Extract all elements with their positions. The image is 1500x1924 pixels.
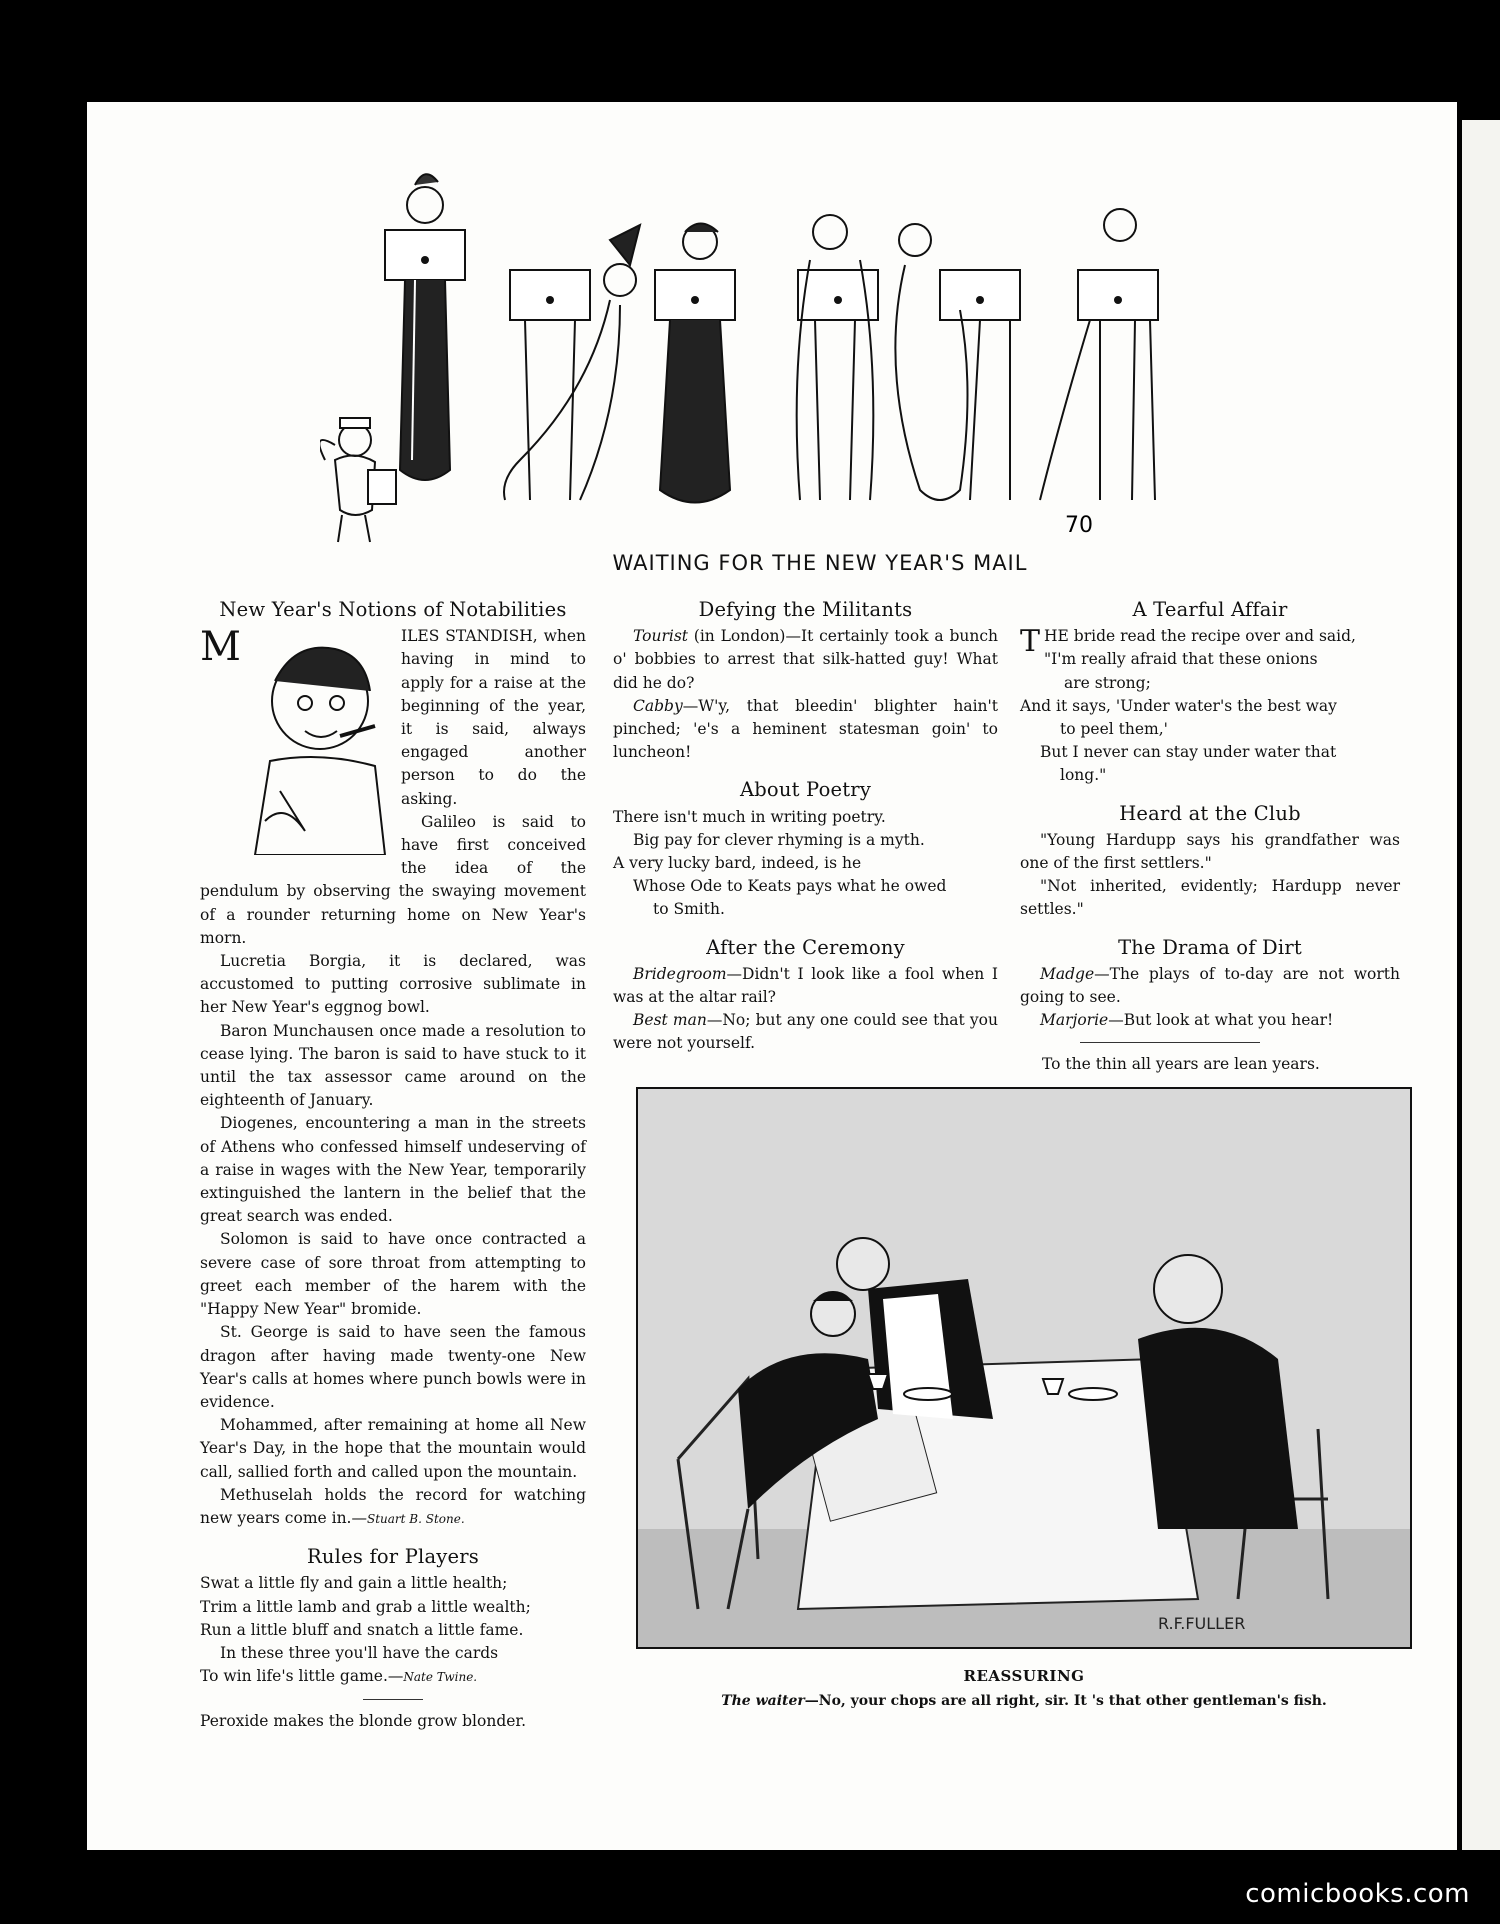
militants-text-1: (in London)—It certainly took a bunch o' bobbies to arrest that silk-hatted guy! What did he do? xyxy=(613,627,998,692)
notions-paragraph-6: Solomon is said to have once contracted a severe case of sore throat from attempting to greet each member of the harem with the "Happy New Year" bromide. xyxy=(200,1230,586,1319)
poetry-line-4: Whose Ode to Keats pays what he owed xyxy=(633,877,947,896)
ceremony-title: After the Ceremony xyxy=(706,935,905,959)
notions-paragraph-9 xyxy=(200,1484,586,1531)
notions-paragraph-2: Galileo is said to have first conceived the idea of the pendulum by observing the swaying movement of a rounder returning home on New Year's morn. xyxy=(200,812,586,947)
dirt-speaker-2: Marjorie xyxy=(1040,1011,1109,1030)
tearful-line-2: "I'm really afraid that these onions xyxy=(1044,650,1318,669)
militants-line-1 xyxy=(613,625,998,695)
notions-intro xyxy=(200,625,586,950)
ceremony-line-2 xyxy=(613,1009,998,1055)
dropcap-m: M xyxy=(200,624,241,671)
column-right xyxy=(1020,598,1400,1077)
notions-paragraph-5: Diogenes, encountering a man in the streets of Athens who confessed himself undeserving of a raise in wages with the New Year, temporarily extinguished the lantern in the belief that the great search was ended. xyxy=(200,1114,586,1226)
lean-years-line: To the thin all years are lean years. xyxy=(1042,1055,1320,1074)
dirt-speaker-1: Madge xyxy=(1040,964,1095,983)
rules-line-1: Swat a little fly and gain a little health; xyxy=(200,1574,508,1593)
peroxide-line: Peroxide makes the blonde grow blonder. xyxy=(200,1712,527,1731)
caricature-portrait xyxy=(245,631,391,855)
club-line-2: "Not inherited, evidently; Hardupp never settles." xyxy=(1020,877,1400,919)
poetry-line-2: Big pay for clever rhyming is a myth. xyxy=(633,830,925,849)
ceremony-text-1: —Didn't I look like a fool when I was at the altar rail? xyxy=(613,964,998,1007)
poetry-title: About Poetry xyxy=(739,778,872,802)
club-section xyxy=(1020,802,1400,922)
rules-line-5-text: To win life's little game.— xyxy=(200,1667,404,1686)
woman-figure-2 xyxy=(504,225,640,500)
tearful-line-1-text: HE bride read the recipe over and said, xyxy=(1044,627,1356,646)
rules-line-3: Run a little bluff and snatch a little fame. xyxy=(200,1620,524,1639)
column-middle xyxy=(613,598,998,1056)
cartoon-signature: R.F.FULLER xyxy=(1158,1614,1246,1633)
tearful-line-7: long." xyxy=(1060,766,1107,785)
restaurant-cartoon xyxy=(636,1087,1412,1649)
tearful-line-5: to peel them,' xyxy=(1060,720,1168,739)
cartoon-caption xyxy=(636,1693,1412,1709)
notions-paragraph-1: ILES STANDISH, when having in mind to apply for a raise at the beginning of the year, it is said, always engaged another person to do the asking. xyxy=(400,627,586,808)
woman-figure-1 xyxy=(385,174,465,480)
dirt-title: The Drama of Dirt xyxy=(1118,935,1302,959)
club-line-1: "Young Hardupp says his grandfather was one of the first settlers." xyxy=(1020,830,1400,873)
notions-title: New Year's Notions of Notabilities xyxy=(219,598,567,621)
column-left xyxy=(200,598,586,1734)
divider xyxy=(363,1699,423,1700)
cupid-mailman-figure xyxy=(320,418,396,542)
woman-figure-3 xyxy=(655,224,735,503)
notions-paragraph-3: Lucretia Borgia, it is declared, was accustomed to putting corrosive sublimate in her New Year's eggnog bowl. xyxy=(200,952,586,1017)
militants-line-2 xyxy=(613,695,998,765)
tearful-title: A Tearful Affair xyxy=(1132,598,1288,621)
militants-text-2: —W'y, that bleedin' blighter hain't pinched; 'e's a heminent statesman goin' to luncheon! xyxy=(613,696,998,762)
notions-paragraph-8: Mohammed, after remaining at home all New Year's Day, in the hope that the mountain would call, sallied forth and called upon the mountain. xyxy=(200,1416,586,1481)
divider xyxy=(1080,1042,1260,1043)
notions-paragraph-4: Baron Munchausen once made a resolution to cease lying. The baron is said to have stuck to it until the tax assessor came around on the eighteenth of January. xyxy=(200,1021,586,1110)
notions-signature: Stuart B. Stone. xyxy=(367,1511,465,1526)
rules-section xyxy=(200,1545,586,1689)
ceremony-speaker-1: Bridegroom xyxy=(633,964,727,983)
tearful-line-3: are strong; xyxy=(1064,673,1151,692)
poetry-section xyxy=(613,778,998,921)
rules-line-5 xyxy=(200,1665,586,1689)
cartoon-caption-title: REASSURING xyxy=(963,1667,1085,1685)
notions-paragraph-9-text: Methuselah holds the record for watching new years come in.— xyxy=(200,1485,586,1527)
club-title: Heard at the Club xyxy=(1119,801,1301,825)
ceremony-line-1 xyxy=(613,963,998,1009)
dropcap-t: T xyxy=(1020,624,1041,660)
illustration-title: WAITING FOR THE NEW YEAR'S MAIL xyxy=(612,551,1028,575)
rules-title: Rules for Players xyxy=(307,1545,479,1569)
facing-page-edge xyxy=(1462,120,1500,1850)
ceremony-section xyxy=(613,936,998,1056)
ceremony-speaker-2: Best man xyxy=(633,1011,707,1030)
poetry-line-5: to Smith. xyxy=(653,900,725,919)
militants-speaker-1: Tourist xyxy=(633,627,688,646)
woman-figure-5 xyxy=(895,224,1020,500)
caption-speaker: The waiter xyxy=(721,1693,805,1709)
tearful-line-4: And it says, 'Under water's the best way xyxy=(1020,696,1337,715)
dirt-text-2: —But look at what you hear! xyxy=(1108,1011,1334,1030)
notions-paragraph-7: St. George is said to have seen the famous dragon after having made twenty-one New Year's calls at homes where punch bowls were in evidence. xyxy=(200,1323,586,1411)
woman-figure-4 xyxy=(797,215,878,500)
dirt-line-1 xyxy=(1020,963,1400,1009)
watermark: comicbooks.com xyxy=(1245,1879,1470,1909)
rules-signature: Nate Twine. xyxy=(403,1670,478,1685)
poetry-line-1: There isn't much in writing poetry. xyxy=(613,807,886,826)
dirt-section xyxy=(1020,936,1400,1033)
dirt-text-1: —The plays of to-day are not worth going to see. xyxy=(1020,964,1400,1007)
rules-line-4: In these three you'll have the cards xyxy=(220,1643,499,1662)
tearful-verse xyxy=(1020,625,1400,787)
new-years-mail-illustration xyxy=(320,170,1220,550)
poetry-line-3: A very lucky bard, indeed, is he xyxy=(613,854,862,873)
illustration-signature: 70 xyxy=(1065,513,1093,538)
rules-line-2: Trim a little lamb and grab a little wealth; xyxy=(200,1597,531,1616)
woman-figure-6 xyxy=(1040,209,1158,500)
cartoon-drawing xyxy=(638,1089,1410,1647)
militants-speaker-2: Cabby xyxy=(633,696,683,715)
tearful-line-6: But I never can stay under water that xyxy=(1040,743,1337,762)
caption-text: —No, your chops are all right, sir. It 's that other gentleman's fish. xyxy=(804,1693,1327,1709)
dirt-line-2 xyxy=(1020,1009,1400,1032)
ceremony-text-2: —No; but any one could see that you were not yourself. xyxy=(613,1011,998,1053)
militants-title: Defying the Militants xyxy=(698,598,913,621)
